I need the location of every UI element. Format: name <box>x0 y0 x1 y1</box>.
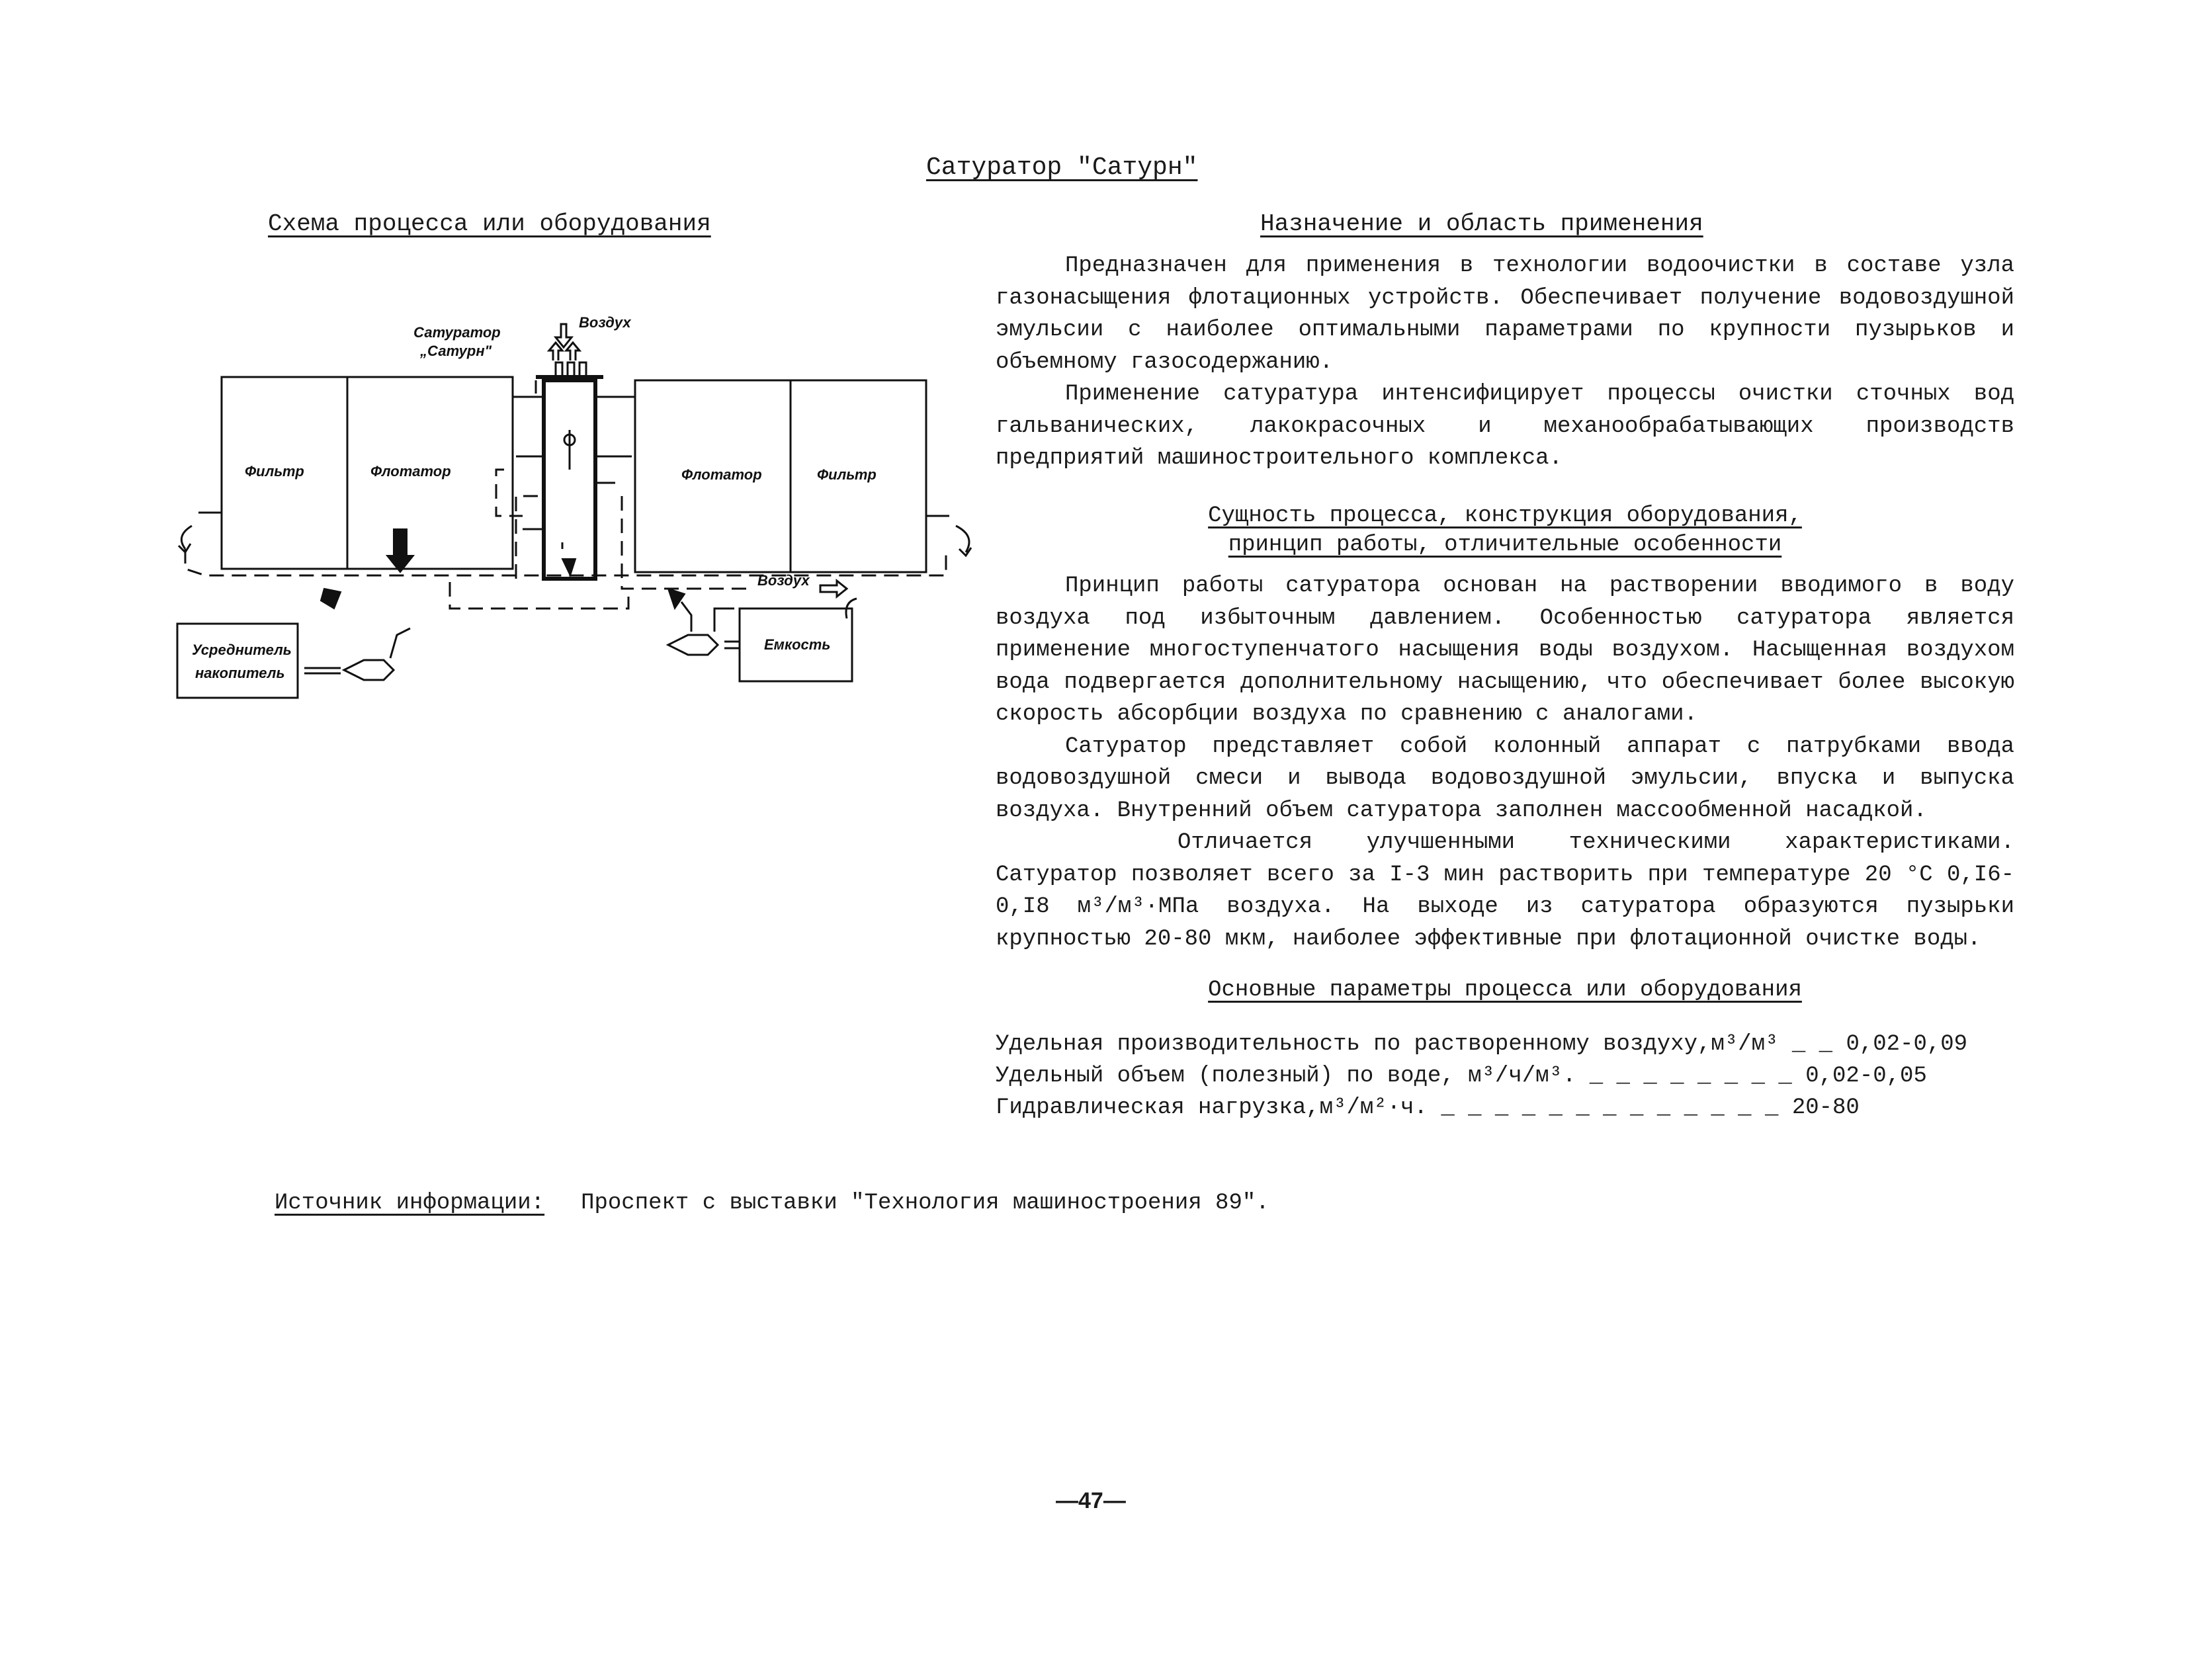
param-row <box>996 1092 1967 1124</box>
diagram-label-equalizer-2: накопитель <box>195 665 285 681</box>
diagram-label-air-right: Воздух <box>757 572 810 589</box>
params-list <box>996 1029 1967 1124</box>
essence-section <box>996 570 2014 955</box>
essence-heading <box>996 501 2014 560</box>
saturator-column <box>544 380 595 579</box>
purpose-paragraph-1: Предназначен для применения в технологии водоочистки в составе узла газонасыщения флотационных устройств. Обеспечивает получение водовоздушной эмульсии с наиболее оптимальными параметрами по крупности пузырьков и объемному газосодержанию. <box>996 253 2014 375</box>
param-value: 20-80 <box>1791 1095 1860 1120</box>
page-title: Сатуратор "Сатурн" <box>926 153 1198 182</box>
param-label: Удельный объем (полезный) по воде, м³/ч/м³. <box>996 1064 1576 1089</box>
diagram-label-filter-right: Фильтр <box>817 466 877 483</box>
equalizer-box <box>177 624 298 698</box>
diagram-label-filter-left: Фильтр <box>245 463 304 480</box>
diagram-heading: Схема процесса или оборудования <box>268 210 711 237</box>
param-value: 0,02-0,05 <box>1805 1064 1927 1089</box>
essence-heading-line-2: принцип работы, отличительные особенности <box>1228 532 1782 558</box>
diagram-label-tank: Емкость <box>764 636 831 653</box>
param-row <box>996 1029 1967 1060</box>
param-row <box>996 1060 1967 1092</box>
params-heading: Основные параметры процесса или оборудования <box>1208 978 1802 1003</box>
filter-right-box <box>635 380 926 572</box>
param-value: 0,02-0,09 <box>1846 1032 1968 1057</box>
param-dots: _ _ <box>1791 1032 1833 1057</box>
diagram-label-air-top: Воздух <box>579 314 631 331</box>
param-dots: _ _ _ _ _ _ _ _ _ _ _ _ _ <box>1441 1095 1779 1120</box>
purpose-paragraph-2: Применение сатуратура интенсифицирует процессы очистки сточных вод гальванических, лакокрасочных и механообрабатывающих производств предприятий машиностроительного комплекса. <box>996 382 2014 471</box>
essence-paragraph-3: Отличается улучшенными техническими характеристиками. Сатуратор позволяет всего за I-3 мин растворить при температуре 20 °С 0,I6-0,I8 м³/м³·МПа воздуха. На выходе из сатуратора образуются пузырьки крупностью 20-80 мкм, наиболее эффективные при флотационной очистке воды. <box>996 830 2014 952</box>
essence-paragraph-1: Принцип работы сатуратора основан на растворении вводимого в воду воздуха под избыточным давлением. Особенностью сатуратора является применение многоступенчатого насыщения воды воздухом. Насыщенная воздухом вода подвергается дополнительному насыщению, что обеспечивает более высокую скорость абсорбции воздуха по сравнению с аналогами. <box>996 573 2014 727</box>
params-heading-wrap <box>996 976 2014 1005</box>
process-diagram <box>165 298 992 728</box>
diagram-label-equalizer-1: Усреднитель <box>192 642 292 658</box>
param-label: Гидравлическая нагрузка,м³/м²·ч. <box>996 1095 1428 1120</box>
diagram-label-flotator-left: Флотатор <box>370 463 451 480</box>
diagram-label-flotator-right: Флотатор <box>681 466 762 483</box>
param-dots: _ _ _ _ _ _ _ _ <box>1589 1064 1792 1089</box>
essence-paragraph-2: Сатуратор представляет собой колонный аппарат с патрубками ввода водовоздушной смеси и вывода водовоздушной эмульсии, впуска и выпуска воздуха. Внутренний объем сатуратора заполнен массообменной насадкой. <box>996 734 2014 823</box>
page-number: —47— <box>1056 1488 1126 1513</box>
purpose-heading: Назначение и область применения <box>1260 210 1703 237</box>
source-label: Источник информации: <box>275 1191 545 1216</box>
essence-heading-line-1: Сущность процесса, конструкция оборудования, <box>1208 503 1802 528</box>
param-label: Удельная производительность по растворенному воздуху,м³/м³ <box>996 1032 1779 1057</box>
purpose-section <box>996 250 2014 475</box>
diagram-label-saturator-1: Сатуратор <box>413 324 501 341</box>
source-value: Проспект с выставки "Технология машиностроения 89". <box>581 1191 1269 1216</box>
diagram-label-saturator-2: „Сатурн" <box>420 343 492 359</box>
source-line <box>275 1191 1269 1216</box>
